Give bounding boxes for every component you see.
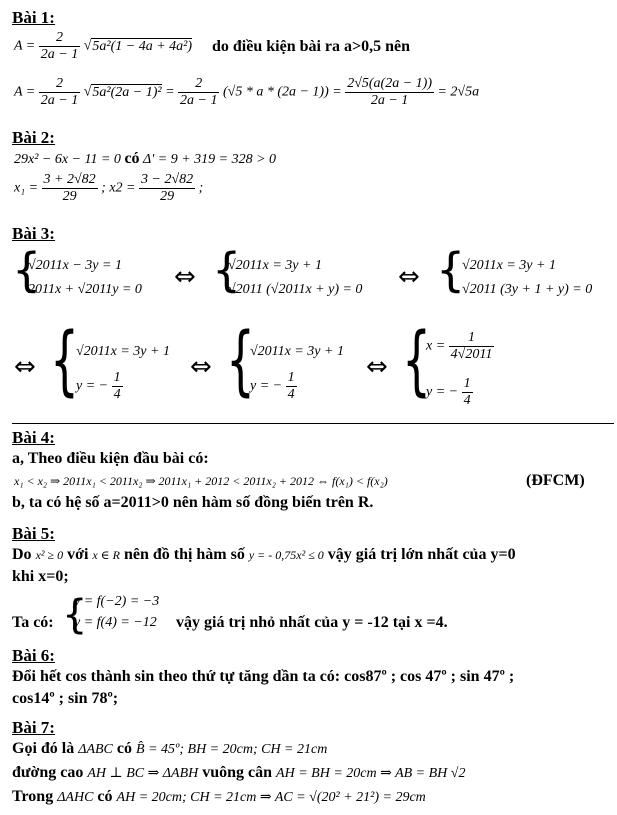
x1-lhs: x₁ = xyxy=(14,180,39,196)
frac-den: 4 xyxy=(463,393,471,408)
s6-r1: x = xyxy=(426,338,446,354)
s3-r2: √2011 (3y + 1 + y) = 0 xyxy=(462,282,593,297)
s6-r1-line xyxy=(426,330,494,363)
brace-icon: { xyxy=(436,243,466,297)
bai1-paren: (√5 * a * (2a − 1)) = xyxy=(222,84,342,100)
x2-lhs: ; x2 = xyxy=(101,180,136,196)
bai1-sqrt2: 5a²(2a − 1)² xyxy=(92,84,162,100)
bai1-lhs2: A = xyxy=(14,84,36,100)
s6-r2: y = − xyxy=(426,384,459,400)
bai2-equation: 29x² − 6x − 11 = 0 xyxy=(14,152,121,167)
bai1-result: = 2√5a xyxy=(437,84,480,100)
bai5-title: Bài 5: xyxy=(12,524,55,543)
bai1-line2 xyxy=(14,76,479,109)
bai5-func: y = - 0,75x² ≤ 0 xyxy=(248,548,324,562)
brace-icon: { xyxy=(62,592,88,638)
s1-r1: √2011x − 3y = 1 xyxy=(28,258,122,273)
x-in-r: x ∈ R xyxy=(92,548,120,562)
s2-r1: √2011x = 3y + 1 xyxy=(228,258,322,273)
s2-r2: √2011 (√2011x + y) = 0 xyxy=(228,282,363,297)
frac-den: 4√2011 xyxy=(450,347,493,362)
semicolon: ; xyxy=(198,180,204,196)
s6-r2-line xyxy=(426,376,473,409)
bai1-frac2 xyxy=(39,76,80,109)
l3-co: có xyxy=(97,788,113,805)
frac-den: 2a − 1 xyxy=(40,93,79,108)
bai6-line1: Đổi hết cos thành sin theo thứ tự tăng dần ta có: cos87º ; cos 47º ; sin 47º ; xyxy=(12,668,515,685)
brace-icon: { xyxy=(12,243,42,297)
frac-den: 4 xyxy=(113,387,121,402)
l2-math: AH ⊥ BC ⇒ ΔABH xyxy=(87,766,199,781)
bai4-line-b: b, ta có hệ số a=2011>0 nên hàm số đồng biến trên R. xyxy=(12,494,374,511)
s4-r1: √2011x = 3y + 1 xyxy=(76,344,170,359)
frac-num: 1 xyxy=(113,370,121,385)
equivalence-arrow-icon: ⇔ xyxy=(366,352,388,382)
bai7-line1 xyxy=(12,740,327,758)
frac-num: 2√5(a(2a − 1)) xyxy=(347,76,432,91)
bai5-sys-r1: y = f(−2) = −3 xyxy=(74,594,160,609)
bai6-line2: cos14º ; sin 78º; xyxy=(12,690,119,707)
frac-num: 2 xyxy=(39,30,80,47)
frac-num: 1 xyxy=(287,370,295,385)
frac-den: 4 xyxy=(287,387,295,402)
bai1-note: do điều kiện bài ra a>0,5 nên xyxy=(212,38,411,55)
brace-icon: { xyxy=(402,315,432,404)
sqrt-sign: √ xyxy=(83,38,92,54)
x1-frac xyxy=(42,172,98,205)
frac-num: 3 + 2√82 xyxy=(43,172,96,187)
s5-r2: y = − xyxy=(250,378,283,394)
s4-r2-line xyxy=(76,370,123,403)
vay1: vậy giá trị lớn nhất của y=0 xyxy=(327,546,516,563)
l1-math: B̂ = 45º; BH = 20cm; CH = 21cm xyxy=(136,742,328,757)
nen: nên đồ thị hàm số xyxy=(123,546,245,563)
bai4-implication: x₁ < x₂ ⇒ 2011x₁ < 2011x₂ ⇒ 2011x₁ + 2012 < 2011x₂ + 2012 ⇔ f(x₁) < f(x₂) xyxy=(14,474,388,488)
frac-num: 1 xyxy=(463,376,471,391)
frac-den: 29 xyxy=(160,189,175,204)
brace-icon: { xyxy=(212,243,242,297)
bai5-sys-r2: y = f(4) = −12 xyxy=(74,615,157,630)
frac-den: 2a − 1 xyxy=(370,93,409,108)
s6-frac2 xyxy=(462,376,473,409)
bai4-title: Bài 4: xyxy=(12,428,55,447)
frac-num: 3 − 2√82 xyxy=(141,172,194,187)
brace-icon: { xyxy=(226,315,256,404)
s5-r2-line xyxy=(250,370,297,403)
l2-text: đường cao xyxy=(12,764,84,781)
l3-tri: ΔAHC xyxy=(57,790,94,805)
l1-text: Gọi đó là xyxy=(12,740,75,757)
bai1-frac3 xyxy=(178,76,219,109)
frac-den: 29 xyxy=(62,189,77,204)
s5-frac xyxy=(286,370,297,403)
s4-frac xyxy=(112,370,123,403)
bai4-line-a: a, Theo điều kiện đầu bài có: xyxy=(12,450,209,467)
bai1-sqrt1: 5a²(1 − 4a + 4a²) xyxy=(92,38,193,54)
bai1-line1 xyxy=(14,30,192,63)
l3-math: AH = 20cm; CH = 21cm ⇒ AC = √(20² + 21²) = 29cm xyxy=(116,790,426,805)
bai7-title: Bài 7: xyxy=(12,718,55,737)
bai2-delta: Δ' = 9 + 319 = 328 > 0 xyxy=(143,152,277,167)
bai2-co: có xyxy=(124,150,140,167)
equivalence-arrow-icon: ⇔ xyxy=(14,352,36,382)
bai1-frac xyxy=(39,30,80,63)
l2-math2: AH = BH = 20cm ⇒ AB = BH √2 xyxy=(276,766,466,781)
sqrt-sign: √ xyxy=(83,84,92,100)
frac-den: 2a − 1 xyxy=(40,47,79,62)
bai1-lhs: A = xyxy=(14,38,36,54)
bai5-ta-co: Ta có: xyxy=(12,614,54,631)
s6-frac1 xyxy=(449,330,495,363)
bai7-line2 xyxy=(12,764,465,782)
frac-num: 2 xyxy=(178,76,219,93)
bai5-khi: khi x=0; xyxy=(12,568,69,585)
bai2-roots xyxy=(14,172,203,205)
s5-r1: √2011x = 3y + 1 xyxy=(250,344,344,359)
bai6-title: Bài 6: xyxy=(12,646,55,665)
s1-r2: 2011x + √2011y = 0 xyxy=(28,282,142,297)
bai5-line1 xyxy=(12,546,516,564)
frac-num: 2 xyxy=(39,76,80,93)
equivalence-arrow-icon: ⇔ xyxy=(398,262,420,292)
bai1-frac4 xyxy=(345,76,434,109)
equivalence-arrow-icon: ⇔ xyxy=(174,262,196,292)
l1-tri: ΔABC xyxy=(78,742,113,757)
l1-co: có xyxy=(116,740,133,757)
equivalence-arrow-icon: ⇔ xyxy=(190,352,212,382)
do: Do xyxy=(12,546,32,563)
s3-r1: √2011x = 3y + 1 xyxy=(462,258,556,273)
bai5-vay2: vậy giá trị nhỏ nhất của y = -12 tại x =4. xyxy=(176,614,448,631)
bai1-title: Bài 1: xyxy=(12,8,55,27)
brace-icon: { xyxy=(50,315,80,404)
bai7-line3 xyxy=(12,788,426,806)
bai2-title: Bài 2: xyxy=(12,128,55,147)
l2-mid: vuông cân xyxy=(202,764,273,781)
s4-r2: y = − xyxy=(76,378,109,394)
frac-den: 2a − 1 xyxy=(180,93,218,108)
bai5-cond: x² ≥ 0 xyxy=(35,548,64,562)
l3-text: Trong xyxy=(12,788,54,805)
divider xyxy=(12,423,614,424)
bai3-title: Bài 3: xyxy=(12,224,55,243)
frac-num: 1 xyxy=(449,330,495,347)
x2-frac xyxy=(139,172,195,205)
bai4-dfcm: (ĐFCM) xyxy=(526,472,585,489)
voi: với xyxy=(67,546,89,563)
bai2-equation-line xyxy=(14,150,276,168)
equals: = xyxy=(165,84,175,100)
